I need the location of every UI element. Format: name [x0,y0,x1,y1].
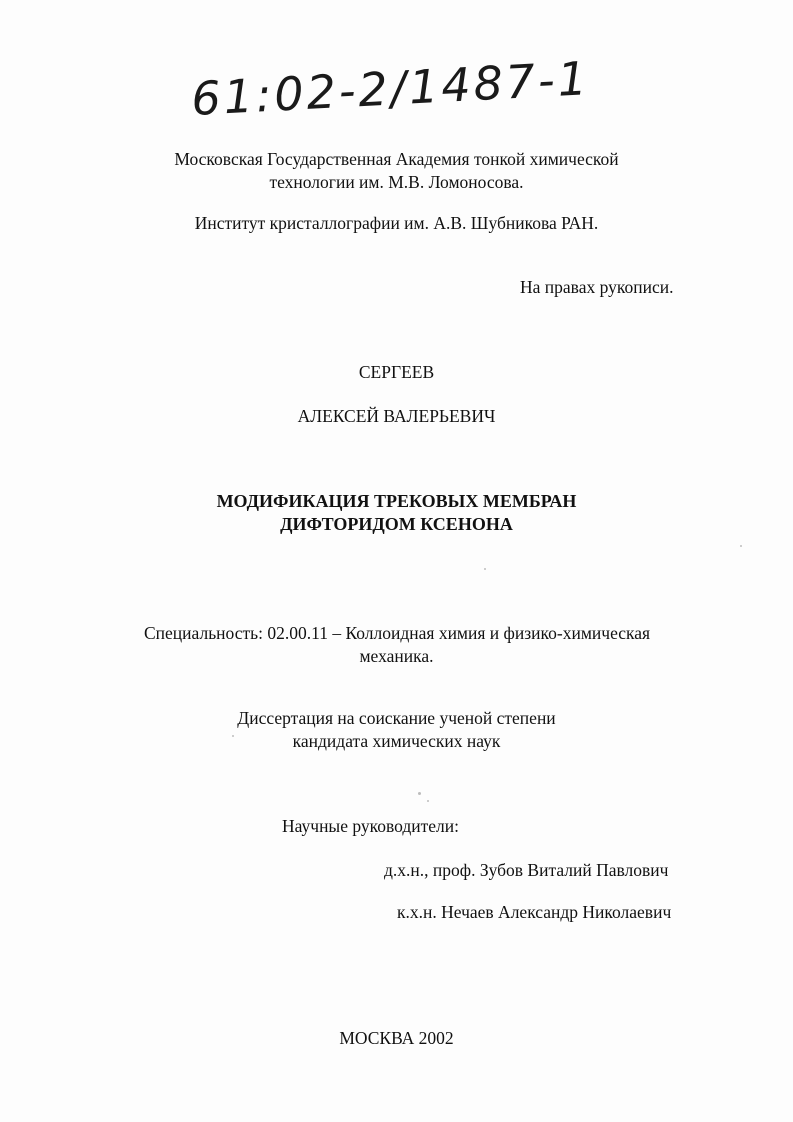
city-year: МОСКВА 2002 [339,1028,454,1048]
scan-speck [418,792,421,795]
specialty-line-1: Специальность: 02.00.11 – Коллоидная химия и физико-химическая [144,623,651,643]
supervisor-2: к.х.н. Нечаев Александр Николаевич [397,902,672,922]
institute-name: Институт кристаллографии им. А.В. Шубникова РАН. [194,213,599,233]
institution-line-1: Московская Государственная Академия тонкой химической [174,149,619,169]
scan-speck [484,568,486,570]
specialty-line-2: механика. [359,646,434,666]
title-line-1: МОДИФИКАЦИЯ ТРЕКОВЫХ МЕМБРАН [216,491,577,511]
rights-note: На правах рукописи. [520,277,674,297]
dissertation-line-1: Диссертация на соискание ученой степени [237,708,556,728]
scan-speck [740,545,742,547]
author-given-names: АЛЕКСЕЙ ВАЛЕРЬЕВИЧ [297,406,496,426]
institution-line-2: технологии им. М.В. Ломоносова. [269,172,524,192]
scan-speck [427,800,429,802]
author-surname: СЕРГЕЕВ [358,362,435,382]
handwritten-archive-code: 61:02-2/1487-1 [190,51,592,126]
scan-speck [232,735,234,737]
title-line-2: ДИФТОРИДОМ КСЕНОНА [280,514,513,534]
dissertation-line-2: кандидата химических наук [292,731,501,751]
supervisor-1: д.х.н., проф. Зубов Виталий Павлович [384,860,669,880]
supervisors-heading: Научные руководители: [282,816,459,836]
